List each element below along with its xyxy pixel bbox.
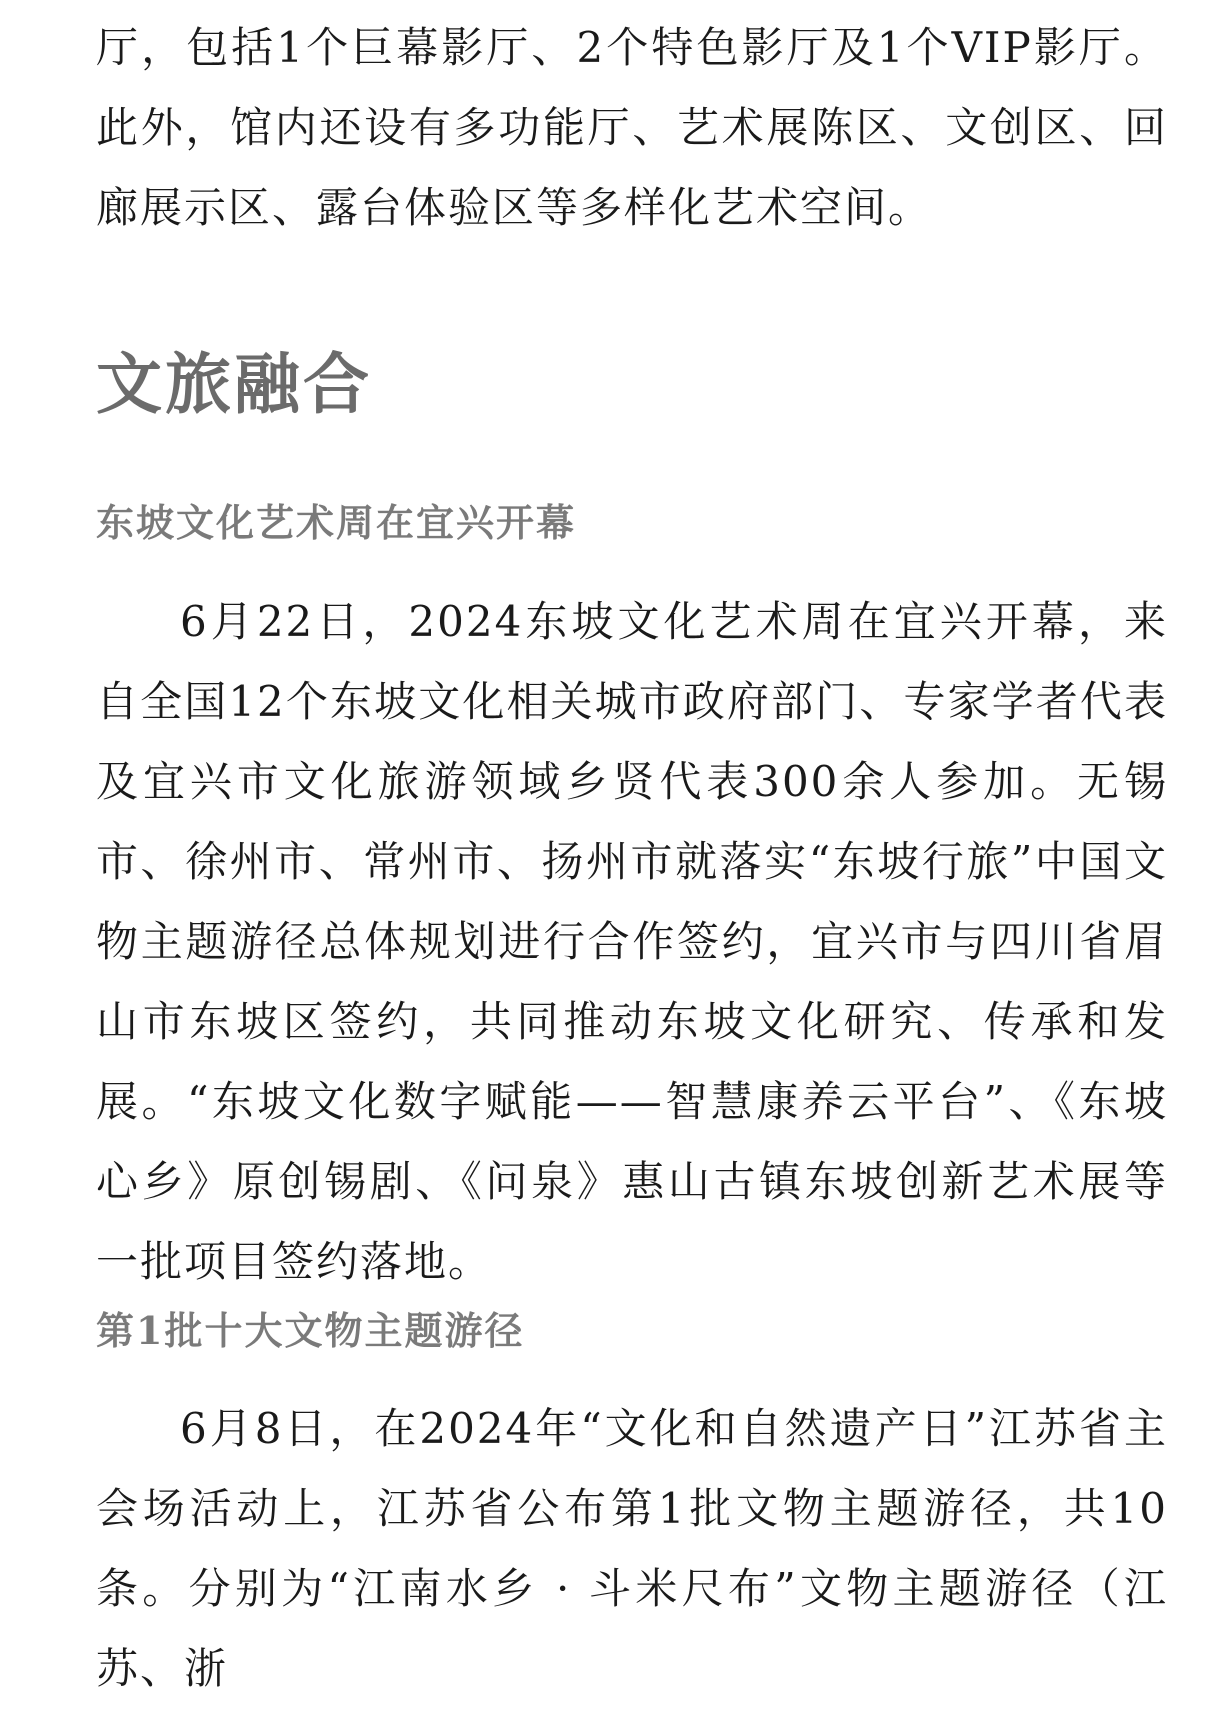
article-body-heritage-routes: 6月8日，在2024年“文化和自然遗产日”江苏省主会场活动上，江苏省公布第1批文物主题游径，共10条。分别为“江南水乡 · 斗米尺布”文物主题游径（江苏、浙: [96, 1404, 1168, 1693]
article-heading-heritage-routes: 第1批十大文物主题游径: [96, 1308, 525, 1353]
article-body-dongpo-week: 6月22日，2024东坡文化艺术周在宜兴开幕，来自全国12个东坡文化相关城市政府部门、专家学者代表及宜兴市文化旅游领域乡贤代表300余人参加。无锡市、徐州市、常州市、扬州市就落实“东坡行旅”中国文物主题游径总体规划进行合作签约，宜兴市与四川省眉山市东坡区签约，共同推动东坡文化研究、传承和发展。“东坡文化数字赋能——智慧康养云平台”、《东坡心乡》原创锡剧、《问泉》惠山古镇东坡创新艺术展等一批项目签约落地。: [96, 597, 1168, 1286]
section-title: 文旅融合: [96, 346, 372, 423]
article-heading-dongpo-week: 东坡文化艺术周在宜兴开幕: [96, 500, 577, 545]
intro-paragraph: 厅，包括1个巨幕影厅、2个特色影厅及1个VIP影厅。此外，馆内还设有多功能厅、艺术展陈区、文创区、回廊展示区、露台体验区等多样化艺术空间。: [96, 23, 1168, 232]
